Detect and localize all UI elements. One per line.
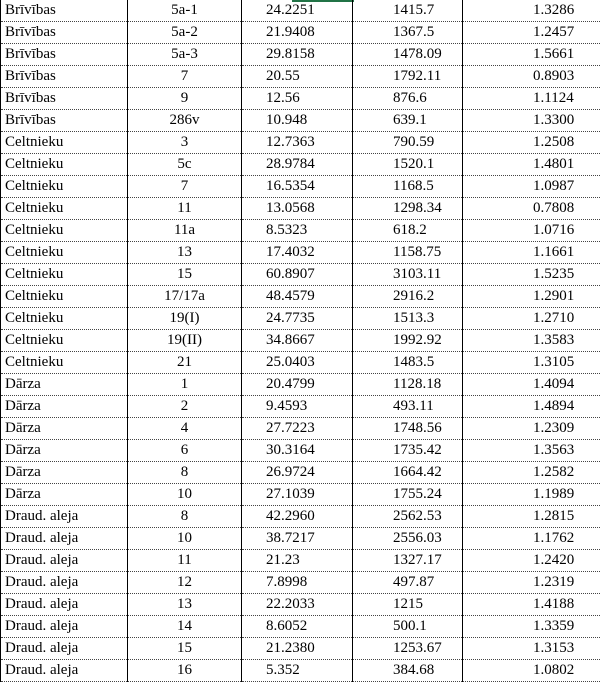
street-cell[interactable]: Celtnieku [1, 220, 128, 242]
street-cell[interactable]: Brīvības [1, 66, 128, 88]
house-number-cell[interactable]: 3 [128, 132, 242, 154]
table-row [1, 484, 600, 506]
house-number-cell[interactable]: 13 [128, 594, 242, 616]
value-cell[interactable]: 2556.03 [353, 528, 463, 550]
table-row [1, 418, 600, 440]
ratio-cell[interactable]: 1.2508 [463, 132, 600, 154]
house-number-cell[interactable]: 15 [128, 638, 242, 660]
value-cell[interactable]: 1664.42 [353, 462, 463, 484]
area-cell[interactable]: 5.352 [242, 660, 353, 682]
table-row [1, 66, 600, 88]
house-number-cell[interactable]: 10 [128, 484, 242, 506]
house-number-cell[interactable]: 21 [128, 352, 242, 374]
table-row [1, 44, 600, 66]
value-cell[interactable]: 497.87 [353, 572, 463, 594]
table-row [1, 110, 600, 132]
area-cell[interactable]: 25.0403 [242, 352, 353, 374]
ratio-cell[interactable]: 1.2582 [463, 462, 600, 484]
area-cell[interactable]: 7.8998 [242, 572, 353, 594]
table-row [1, 396, 600, 418]
value-cell[interactable]: 1992.92 [353, 330, 463, 352]
street-cell[interactable]: Dārza [1, 418, 128, 440]
area-cell[interactable]: 8.5323 [242, 220, 353, 242]
house-number-cell[interactable]: 5a-3 [128, 44, 242, 66]
house-number-cell[interactable]: 17/17a [128, 286, 242, 308]
ratio-cell[interactable]: 1.1661 [463, 242, 600, 264]
street-cell[interactable]: Brīvības [1, 44, 128, 66]
area-cell[interactable]: 42.2960 [242, 506, 353, 528]
area-cell[interactable]: 9.4593 [242, 396, 353, 418]
ratio-cell[interactable]: 1.3286 [463, 0, 600, 22]
area-cell[interactable]: 29.8158 [242, 44, 353, 66]
house-number-cell[interactable]: 4 [128, 418, 242, 440]
ratio-cell[interactable]: 1.2710 [463, 308, 600, 330]
ratio-cell[interactable]: 1.0987 [463, 176, 600, 198]
table-row [1, 154, 600, 176]
area-cell[interactable]: 13.0568 [242, 198, 353, 220]
value-cell[interactable]: 639.1 [353, 110, 463, 132]
street-cell[interactable]: Celtnieku [1, 308, 128, 330]
area-cell[interactable]: 27.1039 [242, 484, 353, 506]
table-row [1, 286, 600, 308]
table-row [1, 638, 600, 660]
table-row [1, 132, 600, 154]
area-cell[interactable]: 30.3164 [242, 440, 353, 462]
ratio-cell[interactable]: 1.3583 [463, 330, 600, 352]
house-number-cell[interactable]: 11a [128, 220, 242, 242]
value-cell[interactable]: 1513.3 [353, 308, 463, 330]
ratio-cell[interactable]: 1.2901 [463, 286, 600, 308]
table-row [1, 528, 600, 550]
street-cell[interactable]: Draud. aleja [1, 616, 128, 638]
value-cell[interactable]: 1483.5 [353, 352, 463, 374]
value-cell[interactable]: 1215 [353, 594, 463, 616]
street-cell[interactable]: Brīvības [1, 0, 128, 22]
house-number-cell[interactable]: 11 [128, 550, 242, 572]
value-cell[interactable]: 1367.5 [353, 22, 463, 44]
table-row [1, 616, 600, 638]
table-row [1, 572, 600, 594]
value-cell[interactable]: 1327.17 [353, 550, 463, 572]
table-row [1, 352, 600, 374]
street-cell[interactable]: Celtnieku [1, 154, 128, 176]
house-number-cell[interactable]: 14 [128, 616, 242, 638]
value-cell[interactable]: 876.6 [353, 88, 463, 110]
house-number-cell[interactable]: 13 [128, 242, 242, 264]
area-cell[interactable]: 48.4579 [242, 286, 353, 308]
area-cell[interactable]: 12.7363 [242, 132, 353, 154]
ratio-cell[interactable]: 0.7808 [463, 198, 600, 220]
street-cell[interactable]: Dārza [1, 462, 128, 484]
ratio-cell[interactable]: 1.3105 [463, 352, 600, 374]
ratio-cell[interactable]: 1.0716 [463, 220, 600, 242]
area-cell[interactable]: 26.9724 [242, 462, 353, 484]
house-number-cell[interactable]: 2 [128, 396, 242, 418]
area-cell[interactable]: 34.8667 [242, 330, 353, 352]
ratio-cell[interactable]: 1.2815 [463, 506, 600, 528]
house-number-cell[interactable]: 12 [128, 572, 242, 594]
house-number-cell[interactable]: 5a-1 [128, 0, 242, 22]
house-number-cell[interactable]: 8 [128, 462, 242, 484]
house-number-cell[interactable]: 8 [128, 506, 242, 528]
street-cell[interactable]: Dārza [1, 396, 128, 418]
ratio-cell[interactable]: 1.5661 [463, 44, 600, 66]
table-row [1, 550, 600, 572]
street-cell[interactable]: Draud. aleja [1, 660, 128, 682]
table-row [1, 264, 600, 286]
street-cell[interactable]: Draud. aleja [1, 550, 128, 572]
area-cell[interactable]: 38.7217 [242, 528, 353, 550]
ratio-cell[interactable]: 1.3359 [463, 616, 600, 638]
table-row [1, 176, 600, 198]
value-cell[interactable]: 1415.7 [353, 0, 463, 22]
house-number-cell[interactable]: 6 [128, 440, 242, 462]
house-number-cell[interactable]: 286v [128, 110, 242, 132]
ratio-cell[interactable]: 1.4894 [463, 396, 600, 418]
house-number-cell[interactable]: 5c [128, 154, 242, 176]
street-cell[interactable]: Celtnieku [1, 264, 128, 286]
value-cell[interactable]: 493.11 [353, 396, 463, 418]
street-cell[interactable]: Brīvības [1, 22, 128, 44]
table-row [1, 594, 600, 616]
ratio-cell[interactable]: 1.3300 [463, 110, 600, 132]
ratio-cell[interactable]: 1.4094 [463, 374, 600, 396]
value-cell[interactable]: 1168.5 [353, 176, 463, 198]
value-cell[interactable]: 1520.1 [353, 154, 463, 176]
value-cell[interactable]: 1253.67 [353, 638, 463, 660]
value-cell[interactable]: 1792.11 [353, 66, 463, 88]
street-cell[interactable]: Dārza [1, 374, 128, 396]
area-cell[interactable]: 28.9784 [242, 154, 353, 176]
street-cell[interactable]: Draud. aleja [1, 506, 128, 528]
area-cell[interactable]: 12.56 [242, 88, 353, 110]
house-number-cell[interactable]: 15 [128, 264, 242, 286]
area-cell[interactable]: 24.2251 [242, 0, 353, 22]
house-number-cell[interactable]: 11 [128, 198, 242, 220]
ratio-cell[interactable]: 1.1124 [463, 88, 600, 110]
table-row [1, 330, 600, 352]
ratio-cell[interactable]: 1.2420 [463, 550, 600, 572]
ratio-cell[interactable]: 1.0802 [463, 660, 600, 682]
area-cell[interactable]: 20.4799 [242, 374, 353, 396]
value-cell[interactable]: 1735.42 [353, 440, 463, 462]
ratio-cell[interactable]: 0.8903 [463, 66, 600, 88]
street-cell[interactable]: Draud. aleja [1, 572, 128, 594]
area-cell[interactable]: 16.5354 [242, 176, 353, 198]
house-number-cell[interactable]: 9 [128, 88, 242, 110]
street-cell[interactable]: Celtnieku [1, 242, 128, 264]
table-row [1, 440, 600, 462]
area-cell[interactable]: 21.9408 [242, 22, 353, 44]
value-cell[interactable]: 1298.34 [353, 198, 463, 220]
area-cell[interactable]: 21.23 [242, 550, 353, 572]
street-cell[interactable]: Celtnieku [1, 352, 128, 374]
sheet-body [1, 0, 600, 682]
street-cell[interactable]: Celtnieku [1, 330, 128, 352]
area-cell[interactable]: 20.55 [242, 66, 353, 88]
house-number-cell[interactable]: 16 [128, 660, 242, 682]
value-cell[interactable]: 500.1 [353, 616, 463, 638]
street-cell[interactable]: Celtnieku [1, 198, 128, 220]
area-cell[interactable]: 60.8907 [242, 264, 353, 286]
value-cell[interactable]: 618.2 [353, 220, 463, 242]
street-cell[interactable]: Celtnieku [1, 286, 128, 308]
ratio-cell[interactable]: 1.1762 [463, 528, 600, 550]
ratio-cell[interactable]: 1.2319 [463, 572, 600, 594]
area-cell[interactable]: 22.2033 [242, 594, 353, 616]
street-cell[interactable]: Draud. aleja [1, 528, 128, 550]
table-row [1, 506, 600, 528]
ratio-cell[interactable]: 1.4801 [463, 154, 600, 176]
house-number-cell[interactable]: 7 [128, 176, 242, 198]
street-cell[interactable]: Brīvības [1, 110, 128, 132]
table-row [1, 462, 600, 484]
table-row [1, 88, 600, 110]
value-cell[interactable]: 1755.24 [353, 484, 463, 506]
street-cell[interactable]: Brīvības [1, 88, 128, 110]
street-cell[interactable]: Draud. aleja [1, 594, 128, 616]
ratio-cell[interactable]: 1.4188 [463, 594, 600, 616]
value-cell[interactable]: 1128.18 [353, 374, 463, 396]
street-cell[interactable]: Draud. aleja [1, 638, 128, 660]
house-number-cell[interactable]: 10 [128, 528, 242, 550]
value-cell[interactable]: 1158.75 [353, 242, 463, 264]
value-cell[interactable]: 2916.2 [353, 286, 463, 308]
table-row [1, 242, 600, 264]
table-row [1, 22, 600, 44]
house-number-cell[interactable]: 1 [128, 374, 242, 396]
area-cell[interactable]: 8.6052 [242, 616, 353, 638]
ratio-cell[interactable]: 1.2457 [463, 22, 600, 44]
table-row [1, 308, 600, 330]
house-number-cell[interactable]: 7 [128, 66, 242, 88]
value-cell[interactable]: 384.68 [353, 660, 463, 682]
ratio-cell[interactable]: 1.2309 [463, 418, 600, 440]
ratio-cell[interactable]: 1.5235 [463, 264, 600, 286]
house-number-cell[interactable]: 19(II) [128, 330, 242, 352]
area-cell[interactable]: 24.7735 [242, 308, 353, 330]
ratio-cell[interactable]: 1.3153 [463, 638, 600, 660]
area-cell[interactable]: 17.4032 [242, 242, 353, 264]
ratio-cell[interactable]: 1.1989 [463, 484, 600, 506]
ratio-cell[interactable]: 1.3563 [463, 440, 600, 462]
street-cell[interactable]: Dārza [1, 484, 128, 506]
value-cell[interactable]: 790.59 [353, 132, 463, 154]
table-row [1, 198, 600, 220]
value-cell[interactable]: 2562.53 [353, 506, 463, 528]
area-cell[interactable]: 27.7223 [242, 418, 353, 440]
area-cell[interactable]: 21.2380 [242, 638, 353, 660]
street-cell[interactable]: Celtnieku [1, 132, 128, 154]
street-cell[interactable]: Dārza [1, 440, 128, 462]
value-cell[interactable]: 3103.11 [353, 264, 463, 286]
table-row [1, 660, 600, 682]
house-number-cell[interactable]: 19(I) [128, 308, 242, 330]
area-cell[interactable]: 10.948 [242, 110, 353, 132]
value-cell[interactable]: 1748.56 [353, 418, 463, 440]
street-cell[interactable]: Celtnieku [1, 176, 128, 198]
table-row [1, 374, 600, 396]
table-row [1, 220, 600, 242]
table-row [1, 0, 600, 22]
house-number-cell[interactable]: 5a-2 [128, 22, 242, 44]
value-cell[interactable]: 1478.09 [353, 44, 463, 66]
